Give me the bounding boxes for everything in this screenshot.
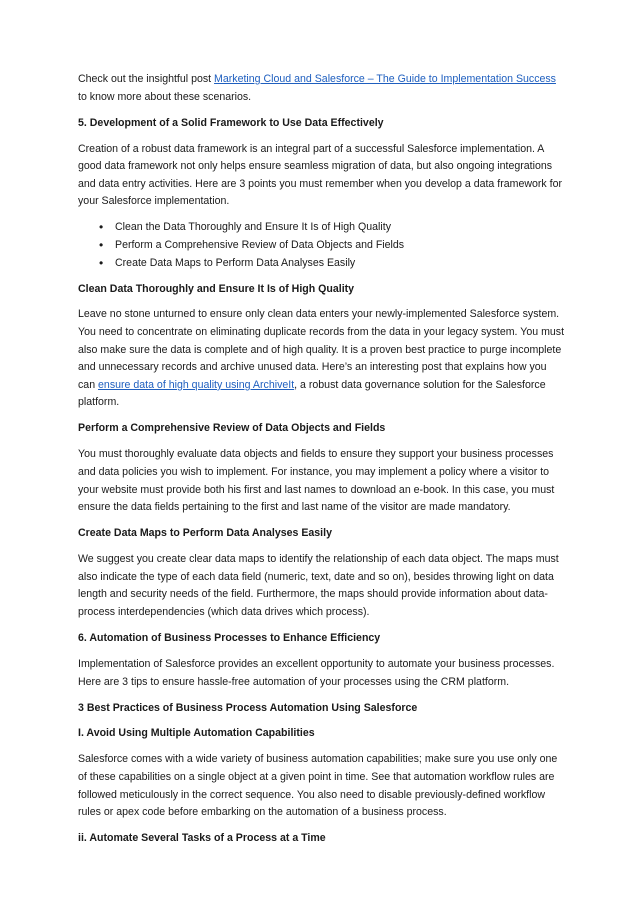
data-maps-paragraph: We suggest you create clear data maps to identify the relationship of each data object. The maps must also indicate the type of each data field (numeric, text, date and so on), besides throwing light on data length and security needs of the field. Furthermore, the maps should provide information about data-process interdependencies (which data drives which process). [78, 553, 559, 618]
data-maps-heading: Create Data Maps to Perform Data Analyses Easily [78, 527, 332, 540]
framework-bullet-list [78, 219, 566, 272]
archiveit-link[interactable]: ensure data of high quality using ArchiveIt [98, 378, 295, 391]
best-practices-heading: 3 Best Practices of Business Process Automation Using Salesforce [78, 701, 418, 714]
tip2-heading: ii. Automate Several Tasks of a Process at a Time [78, 832, 326, 845]
guide-link[interactable]: Marketing Cloud and Salesforce – The Guide to Implementation Success [214, 73, 556, 85]
tip1-heading: I. Avoid Using Multiple Automation Capabilities [78, 727, 315, 740]
clean-data-heading: Clean Data Thoroughly and Ensure It Is of High Quality [78, 282, 355, 295]
section6-paragraph: Implementation of Salesforce provides an excellent opportunity to automate your business processes. Here are 3 tips to ensure hassle-free automation of your processes using the CRM platform. [78, 657, 555, 688]
review-heading: Perform a Comprehensive Review of Data Objects and Fields [78, 422, 386, 435]
bullet-item: • Clean the Data Thoroughly and Ensure It Is of High Quality [78, 219, 566, 237]
section5-heading: 5. Development of a Solid Framework to Use Data Effectively [78, 116, 384, 129]
tip1-paragraph: Salesforce comes with a wide variety of business automation capabilities; make sure you use only one of these capabilities on a single object at a given point in time. See that automation workflow rules are followed meticulously in the correct sequence. You also need to disable previously-defined workflow rules or apex code before embarking on the automation of a business process. [78, 753, 558, 819]
review-paragraph: You must thoroughly evaluate data objects and fields to ensure they support your business processes and data policies you wish to implement. For instance, you may implement a policy where a visitor to your website must provide both his first and last names to download an e-book. In this case, you must ensure the data fields pertaining to the first and last name of the visitor are made mandatory. [78, 448, 555, 514]
intro-paragraph: Check out the insightful post Marketing Cloud and Salesforce – The Guide to Implementation Success to know more about these scenarios. [78, 73, 556, 103]
bullet-item: • Create Data Maps to Perform Data Analyses Easily [78, 255, 566, 273]
clean-data-paragraph: Leave no stone unturned to ensure only clean data enters your newly-implemented Salesforce system. You need to concentrate on eliminating duplicate records from the data in your legacy system. You must also make sure the data is complete and of high quality. It is a proven best practice to purge incomplete and unnecessary records and archive unused data. Here’s an interesting post that explains how you can ensure data of high quality using ArchiveIt, a robust data governance solution for the Salesforce platform. [78, 308, 565, 409]
article-body [78, 71, 566, 856]
bullet-item: • Perform a Comprehensive Review of Data Objects and Fields [78, 237, 566, 255]
section6-heading: 6. Automation of Business Processes to Enhance Efficiency [78, 631, 381, 644]
section5-paragraph: Creation of a robust data framework is an integral part of a successful Salesforce implementation. A good data framework not only helps ensure seamless migration of data, but also ongoing integrations and data entry activities. Here are 3 points you must remember when you develop a data framework for your Salesforce implementation. [78, 142, 563, 208]
